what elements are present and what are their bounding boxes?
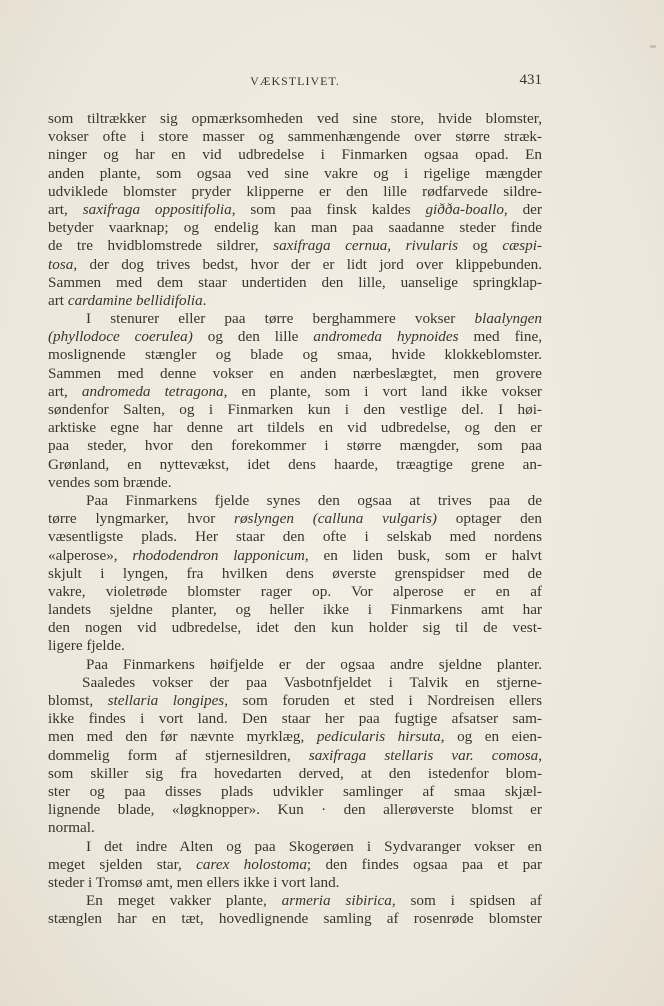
text-line: paa steder, hvor den forekommer i større mængder, som paa: [48, 437, 542, 455]
text-line: Paa Finmarkens fjelde synes den ogsaa at trives paa de: [86, 491, 542, 509]
text-line: tosa, der dog trives bedst, hvor der er lidt jord over klippebunden.: [48, 255, 542, 273]
text-line: Sammen med denne vokser en anden nærbeslægtet, men grovere: [48, 364, 542, 382]
text-line: normal.: [48, 819, 95, 837]
latin-name: røslyngen (calluna vulgaris): [234, 510, 437, 528]
latin-name: blaalyngen: [474, 310, 542, 328]
text-line: steder i Tromsø amt, men ellers ikke i vort land.: [48, 873, 340, 891]
latin-name: carex holostoma: [196, 855, 307, 873]
latin-name: saxifraga stellaris var. comosa: [308, 746, 539, 764]
latin-name: cæspi-: [502, 237, 543, 255]
text-line: væsentligste plads. Her staar den ofte i selskab med nordens: [48, 528, 542, 546]
latin-name: andromeda tetragona: [81, 382, 224, 400]
latin-name: (phyllodoce coerulea): [48, 328, 193, 346]
text-line: art, saxifraga oppositifolia, som paa finsk kaldes giðða-boallo, der: [48, 200, 542, 218]
text-line: I det indre Alten og paa Skogerøen i Sydvaranger vokser en: [86, 837, 542, 855]
text-line: landets sjeldne planter, og heller ikke i Finmarkens amt har: [48, 601, 542, 619]
text-line: ster og paa disses plads udvikler samlinger af smaa skjæl-: [48, 782, 542, 800]
latin-name: rhododendron lapponicum: [132, 546, 305, 564]
text-line: men med den før nævnte myrklæg, pedicularis hirsuta, og en eien-: [48, 728, 543, 746]
text-line: Paa Finmarkens høifjelde er der ogsaa andre sjeldne planter.: [86, 655, 542, 673]
text-line: I stenurer eller paa tørre berghammere vokser blaalyngen: [86, 310, 542, 328]
latin-name: pedicularis hirsuta: [316, 728, 441, 746]
paper-mark: [650, 45, 656, 48]
text-line: En meget vakker plante, armeria sibirica, som i spidsen af: [86, 892, 542, 910]
text-line: de tre hvidblomstrede sildrer, saxifraga cernua, rivularis og cæspi-: [48, 237, 543, 255]
text-line: ikke findes i vort land. Den staar her paa fugtige afsatser sam-: [48, 710, 542, 728]
text-line: den nogen vid udbredelse, idet den kun holder sig til de vest-: [48, 619, 542, 637]
text-line: som tiltrækker sig opmærksomheden ved sine store, hvide blomster,: [48, 110, 542, 127]
text-line: som skiller sig fra hovedarten derved, at den istedenfor blom-: [48, 764, 542, 782]
text-line: udviklede blomster pryder klipperne er den lille rødfarvede sildre-: [48, 182, 542, 200]
page-number: 431: [519, 72, 542, 88]
latin-name: cardamine bellidifolia: [67, 291, 203, 309]
text-line: Saaledes vokser der paa Vasbotnfjeldet i Talvik en stjerne-: [82, 673, 542, 691]
text-line: vokser ofte i store masser og sammenhængende over større stræk-: [48, 128, 542, 146]
text-line: «alperose», rhododendron lapponicum, en liden busk, som er halvt: [48, 546, 542, 564]
latin-name: stellaria longipes: [107, 692, 225, 709]
text-line: skjult i lyngen, fra hvilken dens øverste grenspidser med de: [48, 564, 542, 582]
text-line: Grønland, en nyttevækst, idet dens haarde, træagtige grene an-: [48, 455, 542, 473]
text-line: anden plante, som ogsaa ved sine vakre og i rigelige mængder: [48, 164, 542, 182]
text-line: moslignende stængler og blade og smaa, hvide klokkeblomster.: [48, 346, 542, 364]
text-line: søndenfor Salten, og i Finmarken kun i den vestlige del. I høi-: [48, 401, 542, 418]
text-line: ligere fjelde.: [48, 637, 125, 655]
page-header: [48, 74, 542, 94]
latin-name: armeria sibirica: [281, 892, 392, 910]
text-line: stænglen har en tæt, hovedlignende samling af rosenrøde blomster: [48, 910, 542, 928]
latin-name: saxifraga oppositifolia: [82, 200, 232, 218]
text-line: art cardamine bellidifolia.: [48, 291, 207, 309]
latin-name: andromeda hypnoides: [313, 328, 459, 346]
text-line: vakre, violetrøde blomster rager op. Vor alperose er en af: [48, 582, 542, 600]
latin-name: saxifraga cernua, rivularis: [273, 237, 458, 255]
text-line: vendes som brænde.: [48, 473, 172, 491]
text-line: art, andromeda tetragona, en plante, som i vort land ikke vokser: [48, 382, 542, 400]
text-line: ninger og har en vid udbredelse i Finmarken ogsaa opad. En: [48, 146, 542, 164]
text-line: dommelig form af stjernesildren, saxifraga stellaris var. comosa,: [48, 746, 543, 764]
text-line: (phyllodoce coerulea) og den lille andromeda hypnoides med fine,: [48, 328, 543, 346]
running-title: VÆKSTLIVET.: [250, 74, 340, 88]
text-line: tørre lyngmarker, hvor røslyngen (calluna vulgaris) optager den: [48, 510, 542, 528]
text-line: meget sjelden star, carex holostoma; den findes ogsaa paa et par: [48, 855, 543, 873]
text-line: lignende blade, «løgknopper». Kun · den allerøverste blomst er: [48, 801, 542, 819]
text-line: betyder vaarknap; og endelig kan man paa saadanne steder finde: [48, 219, 542, 237]
text-line: arktiske egne har denne art tildels en vid udbredelse, og den er: [48, 419, 542, 437]
latin-name: giðða-boallo: [425, 200, 504, 218]
text-line: blomst, stellaria longipes, som foruden et sted i Nordreisen ellers: [48, 692, 543, 709]
latin-name: tosa: [48, 255, 74, 273]
body-text: [48, 110, 542, 928]
text-line: Sammen med dem staar undertiden den lille, uanselige springklap-: [48, 273, 542, 291]
